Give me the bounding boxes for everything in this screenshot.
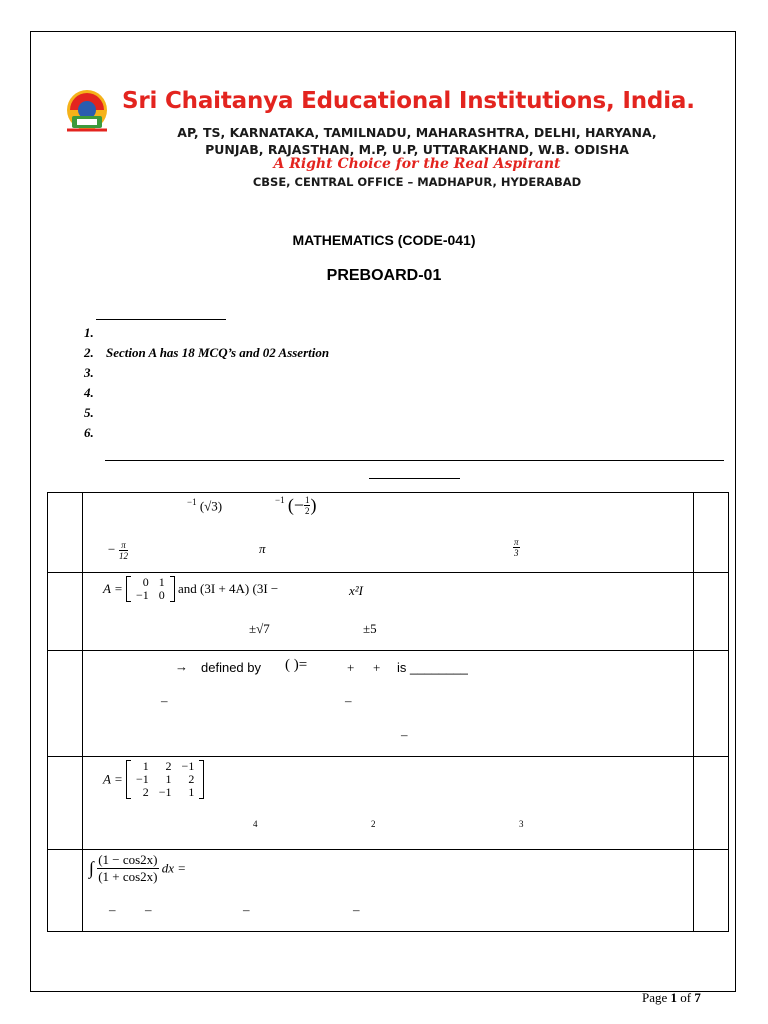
- q3-function: ( )=: [285, 657, 308, 673]
- question-content-cell: [83, 850, 694, 932]
- q1-option-c: $\frac{\pi}{3}$: [514, 537, 519, 558]
- questions-table: [47, 492, 729, 932]
- q4-option-b: 2: [371, 819, 376, 829]
- q3-option-a: –: [161, 693, 168, 708]
- q5-option-b: –: [243, 902, 250, 917]
- question-marks-cell: [694, 850, 729, 932]
- instructions-heading-underline: [96, 319, 226, 320]
- question-number-cell: [48, 573, 83, 651]
- section-heading-underline: [369, 478, 460, 479]
- q5-option-a-2: –: [145, 902, 152, 917]
- q4-option-c: 3: [519, 819, 524, 829]
- question-number-cell: [48, 757, 83, 850]
- q3-is-blank: is ________: [397, 660, 468, 675]
- q1-expression-2: $^{-1}$ (− $\frac{1}{2}$ ): [275, 495, 317, 516]
- q3-plus-1: +: [347, 660, 355, 675]
- q3-arrow: →: [175, 659, 188, 674]
- q1-option-a: − $\frac{\pi}{12}$: [107, 540, 129, 561]
- q3-option-b: –: [345, 693, 352, 708]
- q4-matrix: 1 2 −1 −1 1 2 2 −1 1: [126, 760, 204, 799]
- q1-expression-1: $^{-1}$ (√3): [187, 497, 223, 514]
- question-number-cell: [48, 493, 83, 573]
- q4-statement: A = 1 2 −1 −1 1 2 2 −1 1: [103, 760, 204, 799]
- institution-tagline: A Right Choice for the Real Aspirant: [273, 156, 561, 172]
- q5-statement: ∫ $\frac{(1 - \cos 2x)}{(1 + \cos 2x)}$ dx =: [89, 852, 187, 884]
- states-line-1: AP, TS, KARNATAKA, TAMILNADU, MAHARASHTRA, DELHI, HARYANA,: [177, 125, 657, 140]
- q2-matrix: 0 1 −1 0: [126, 576, 175, 602]
- question-row: [48, 493, 729, 573]
- instruction-item: 4.: [84, 385, 94, 400]
- q5-option-c: –: [353, 902, 360, 917]
- q2-option-b: ±5: [363, 621, 377, 636]
- q3-plus-2: +: [373, 660, 381, 675]
- q3-option-c: –: [401, 727, 408, 742]
- instruction-item: 3.: [84, 365, 94, 380]
- instruction-item: 6.: [84, 425, 94, 440]
- subject-title: MATHEMATICS (CODE-041): [292, 232, 476, 248]
- question-row: [48, 757, 729, 850]
- instructions-list: [84, 323, 329, 443]
- question-marks-cell: [694, 493, 729, 573]
- states-line-2: PUNJAB, RAJASTHAN, M.P, U.P, UTTARAKHAND, W.B. ODISHA: [205, 142, 629, 157]
- question-number-cell: [48, 651, 83, 757]
- section-divider: [105, 460, 724, 461]
- question-content-cell: [83, 573, 694, 651]
- institution-office: CBSE, CENTRAL OFFICE – MADHAPUR, HYDERABAD: [252, 175, 582, 189]
- instruction-item: 1.: [84, 325, 94, 340]
- institution-states: [122, 124, 712, 158]
- q4-option-a: 4: [253, 819, 258, 829]
- q3-text: defined by: [201, 660, 261, 675]
- question-content-cell: [83, 651, 694, 757]
- q2-statement: A = 0 1 −1 0 and (3I + 4A) (3I −: [103, 575, 279, 602]
- instruction-item: 5.: [84, 405, 94, 420]
- question-row: [48, 573, 729, 651]
- q2-option-a: ±√7: [249, 621, 270, 636]
- question-marks-cell: [694, 573, 729, 651]
- page-number: Page 1 of 7: [642, 990, 701, 1005]
- question-marks-cell: [694, 651, 729, 757]
- institution-name: Sri Chaitanya Educational Institutions, India.: [122, 88, 695, 114]
- question-content-cell: [83, 493, 694, 573]
- question-row: [48, 850, 729, 932]
- instruction-item: 2. Section A has 18 MCQ’s and 02 Assertion: [84, 345, 330, 360]
- question-number-cell: [48, 850, 83, 932]
- institution-logo-icon: [62, 86, 112, 136]
- q1-option-b: π: [259, 541, 266, 556]
- exam-title: PREBOARD-01: [326, 267, 442, 284]
- question-marks-cell: [694, 757, 729, 850]
- question-row: [48, 651, 729, 757]
- q5-option-a: –: [109, 902, 116, 917]
- question-content-cell: [83, 757, 694, 850]
- q2-tail: x²I: [349, 583, 363, 598]
